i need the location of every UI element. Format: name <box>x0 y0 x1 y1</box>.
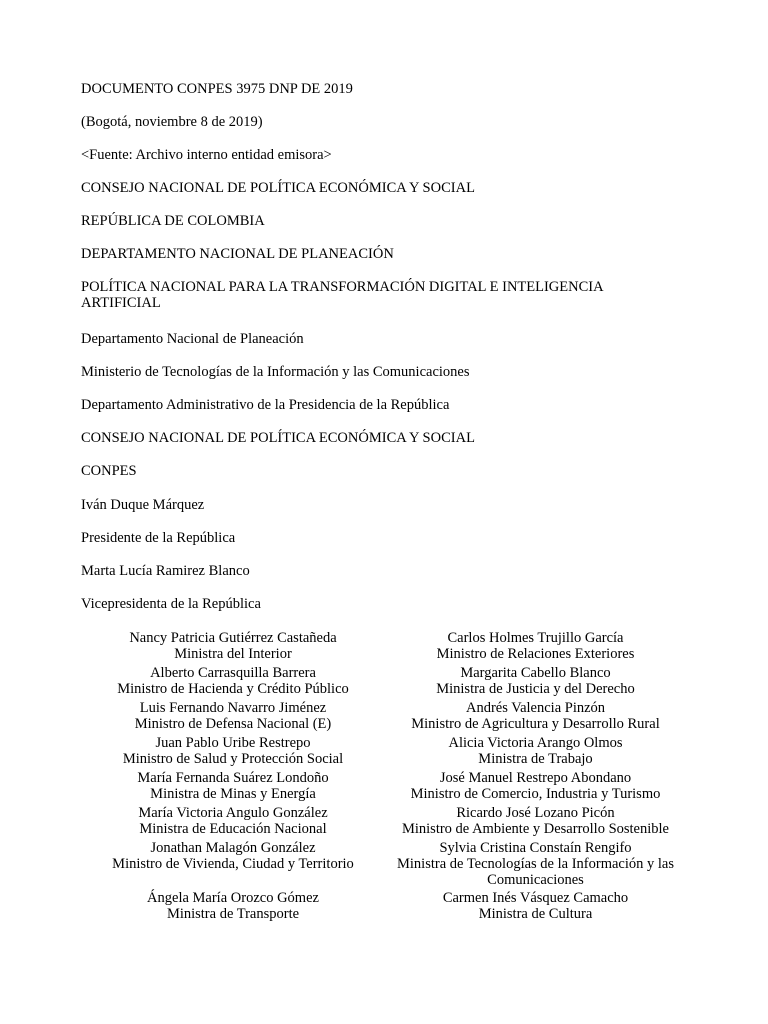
minister-entry <box>88 665 378 697</box>
policy-title: POLÍTICA NACIONAL PARA LA TRANSFORMACIÓN DIGITAL E INTELIGENCIA ARTIFICIAL <box>81 279 603 311</box>
minister-role: Ministro de Comercio, Industria y Turismo <box>410 786 661 802</box>
president-name: Iván Duque Márquez <box>81 497 205 513</box>
minister-role: Ministro de Defensa Nacional (E) <box>134 716 332 732</box>
document-title: DOCUMENTO CONPES 3975 DNP DE 2019 <box>81 81 353 97</box>
document-source: <Fuente: Archivo interno entidad emisora> <box>81 147 332 163</box>
council-heading-2: CONSEJO NACIONAL DE POLÍTICA ECONÓMICA Y SOCIAL <box>81 430 475 446</box>
minister-role: Ministra de Cultura <box>478 906 593 922</box>
minister-entry <box>88 890 378 922</box>
president-title: Presidente de la República <box>81 530 236 546</box>
minister-entry <box>388 805 683 837</box>
minister-entry <box>88 630 378 662</box>
minister-name: Sylvia Cristina Constaín Rengifo <box>439 840 632 856</box>
minister-entry <box>388 665 683 697</box>
issuer-presidency: Departamento Administrativo de la Presidencia de la República <box>81 397 450 413</box>
minister-role: Ministra de Transporte <box>166 906 300 922</box>
minister-role: Ministro de Relaciones Exteriores <box>436 646 635 662</box>
minister-name: Margarita Cabello Blanco <box>460 665 611 681</box>
minister-entry <box>388 770 683 802</box>
country-heading: REPÚBLICA DE COLOMBIA <box>81 213 265 229</box>
minister-name: Carlos Holmes Trujillo García <box>447 630 624 646</box>
minister-role: Ministra de Trabajo <box>478 751 593 767</box>
minister-role: Ministra del Interior <box>174 646 292 662</box>
vicepresident-name: Marta Lucía Ramirez Blanco <box>81 563 250 579</box>
minister-entry <box>388 700 683 732</box>
minister-entry <box>388 890 683 922</box>
minister-name: Nancy Patricia Gutiérrez Castañeda <box>129 630 337 646</box>
minister-role: Ministra de Educación Nacional <box>139 821 327 837</box>
minister-role: Ministra de Tecnologías de la Información y las Comunicaciones <box>397 856 674 888</box>
minister-entry <box>88 805 378 837</box>
minister-name: Luis Fernando Navarro Jiménez <box>139 700 327 716</box>
minister-entry <box>88 735 378 767</box>
minister-role: Ministra de Minas y Energía <box>150 786 316 802</box>
minister-name: Jonathan Malagón González <box>150 840 316 856</box>
minister-entry <box>88 840 378 872</box>
minister-role: Ministro de Vivienda, Ciudad y Territorio <box>112 856 354 872</box>
minister-name: Juan Pablo Uribe Restrepo <box>155 735 311 751</box>
minister-name: Ángela María Orozco Gómez <box>147 890 319 906</box>
minister-name: Carmen Inés Vásquez Camacho <box>442 890 629 906</box>
minister-role: Ministro de Agricultura y Desarrollo Rural <box>411 716 660 732</box>
issuer-mintic: Ministerio de Tecnologías de la Información y las Comunicaciones <box>81 364 470 380</box>
minister-entry <box>388 630 683 662</box>
minister-role: Ministro de Hacienda y Crédito Público <box>117 681 349 697</box>
minister-entry <box>88 700 378 732</box>
minister-name: José Manuel Restrepo Abondano <box>439 770 632 786</box>
minister-name: María Fernanda Suárez Londoño <box>137 770 329 786</box>
minister-role: Ministro de Ambiente y Desarrollo Sostenible <box>401 821 669 837</box>
document-date: (Bogotá, noviembre 8 de 2019) <box>81 114 263 130</box>
minister-entry <box>388 840 683 888</box>
council-heading: CONSEJO NACIONAL DE POLÍTICA ECONÓMICA Y SOCIAL <box>81 180 475 196</box>
minister-name: Ricardo José Lozano Picón <box>456 805 615 821</box>
minister-name: Alberto Carrasquilla Barrera <box>150 665 316 681</box>
issuer-dnp: Departamento Nacional de Planeación <box>81 331 304 347</box>
minister-role: Ministro de Salud y Protección Social <box>122 751 344 767</box>
vicepresident-title: Vicepresidenta de la República <box>81 596 261 612</box>
minister-name: Alicia Victoria Arango Olmos <box>448 735 623 751</box>
minister-name: María Victoria Angulo González <box>138 805 328 821</box>
conpes-label: CONPES <box>81 463 137 479</box>
minister-entry <box>388 735 683 767</box>
minister-entry <box>88 770 378 802</box>
department-heading: DEPARTAMENTO NACIONAL DE PLANEACIÓN <box>81 246 394 262</box>
minister-name: Andrés Valencia Pinzón <box>465 700 606 716</box>
minister-role: Ministra de Justicia y del Derecho <box>436 681 635 697</box>
